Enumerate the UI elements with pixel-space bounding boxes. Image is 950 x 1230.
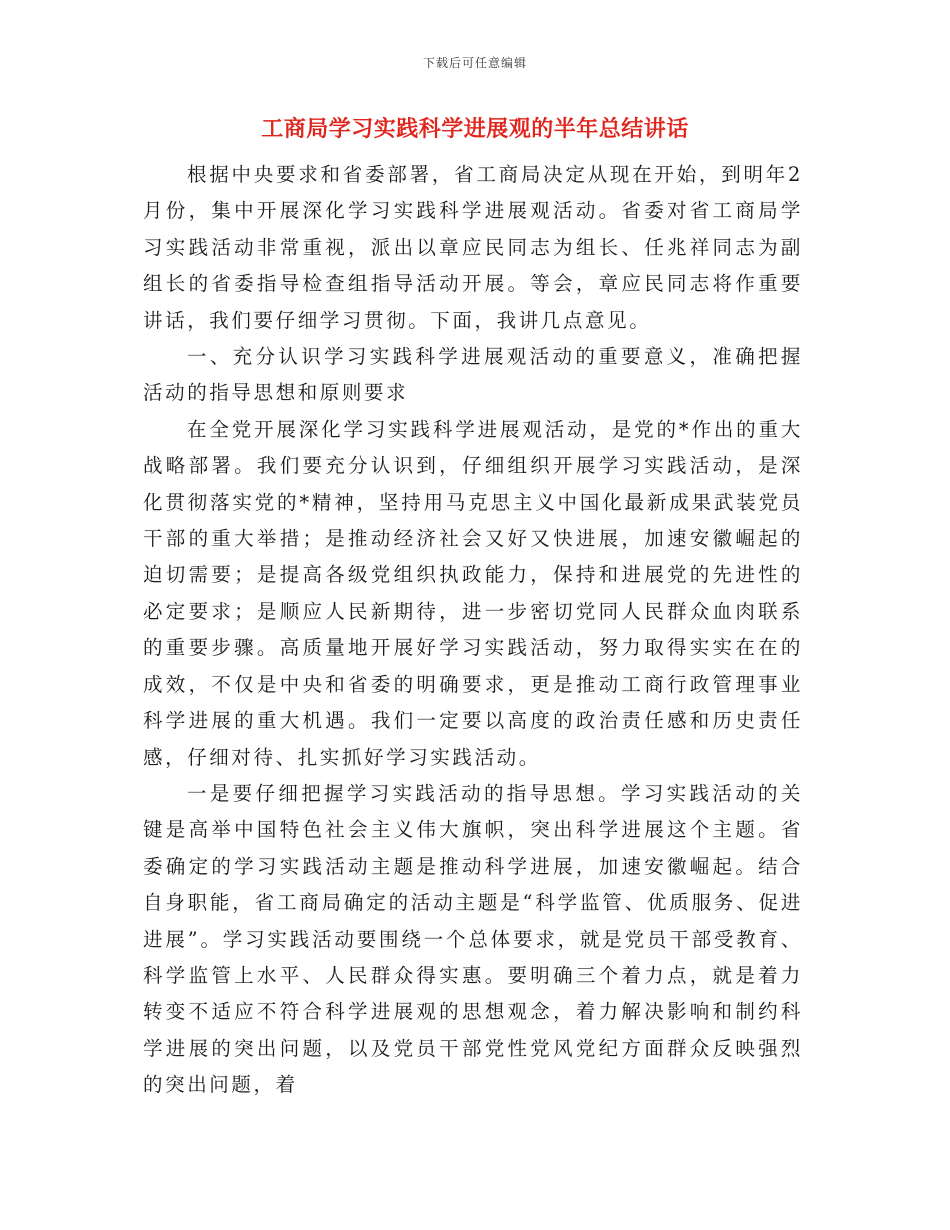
- header-note: 下载后可任意编辑: [422, 56, 527, 70]
- paragraph-intro: 根据中央要求和省委部署，省工商局决定从现在开始，到明年2月份，集中开展深化学习实践科学进展观活动。省委对省工商局学习实践活动非常重视，派出以章应民同志为组长、任兆祥同志为副组长的省委指导检查组指导活动开展。等会，章应民同志将作重要讲话，我们要仔细学习贯彻。下面，我讲几点意见。: [143, 163, 803, 332]
- paragraph-guiding-thought: 一是要仔细把握学习实践活动的指导思想。学习实践活动的关键是高举中国特色社会主义伟大旗帜，突出科学进展这个主题。省委确定的学习实践活动主题是推动科学进展，加速安徽崛起。结合自身职能，省工商局确定的活动主题是“科学监管、优质服务、促进进展”。学习实践活动要围绕一个总体要求，就是党员干部受教育、科学监管上水平、人民群众得实惠。要明确三个着力点，就是着力转变不适应不符合科学进展观的思想观念，着力解决影响和制约科学进展的突出问题，以及党员干部党性党风党纪方面群众反映强烈的突出问题，着: [143, 781, 803, 1097]
- document-title: 工商局学习实践科学进展观的半年总结讲话: [261, 117, 689, 142]
- section-heading-1: 一、充分认识学习实践科学进展观活动的重要意义，准确把握活动的指导思想和原则要求: [143, 345, 803, 405]
- document-body: [143, 157, 803, 1104]
- paragraph-significance: 在全党开展深化学习实践科学进展观活动，是党的*作出的重大战略部署。我们要充分认识到，仔细组织开展学习实践活动，是深化贯彻落实党的*精神，坚持用马克思主义中国化最新成果武装党员干部的重大举措；是推动经济社会又好又快进展，加速安徽崛起的迫切需要；是提高各级党组织执政能力，保持和进展党的先进性的必定要求；是顺应人民新期待，进一步密切党同人民群众血肉联系的重要步骤。高质量地开展好学习实践活动，努力取得实实在在的成效，不仅是中央和省委的明确要求，更是推动工商行政管理事业科学进展的重大机遇。我们一定要以高度的政治责任感和历史责任感，仔细对待、扎实抓好学习实践活动。: [143, 417, 803, 769]
